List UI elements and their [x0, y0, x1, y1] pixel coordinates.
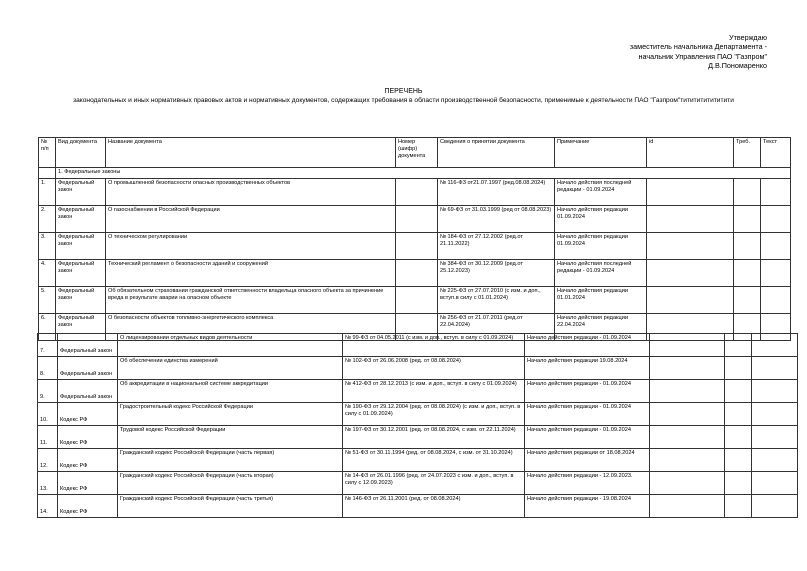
doc-text	[752, 357, 798, 380]
doc-name: Технический регламент о безопасности зданий и сооружений	[106, 260, 396, 287]
doc-type: Кодекс РФ	[58, 495, 118, 518]
doc-name: Трудовой кодекс Российской Федерации	[118, 426, 343, 449]
doc-treb	[725, 380, 752, 403]
doc-note: Начало действия редакции 22.04.2024	[555, 314, 647, 341]
table-row	[39, 260, 791, 287]
col-header-name: Название документа	[106, 138, 396, 168]
doc-note: Начало действия редакции 01.09.2024	[555, 206, 647, 233]
doc-info: № 14-ФЗ от 26.01.1996 (ред. от 24.07.2023 с изм. и доп., вступ. в силу с 12.09.2023)	[343, 472, 525, 495]
doc-id	[650, 449, 725, 472]
doc-treb	[725, 449, 752, 472]
doc-info: № 412-ФЗ от 28.12.2013 (с изм. и доп., вступ. в силу с 01.09.2024)	[343, 380, 525, 403]
document-title: ПЕРЕЧЕНЬ	[384, 88, 423, 95]
doc-name: О газоснабжении в Российской Федерации	[106, 206, 396, 233]
doc-id	[647, 260, 734, 287]
doc-id	[650, 357, 725, 380]
table-row	[38, 426, 798, 449]
doc-info: № 51-ФЗ от 30.11.1994 (ред. от 08.08.2024, с изм. от 31.10.2024)	[343, 449, 525, 472]
doc-name: О промышленной безопасности опасных производственных объектов	[106, 179, 396, 206]
doc-id	[650, 495, 725, 518]
section-title: 1. Федеральные законы	[56, 168, 791, 179]
doc-type: Федеральный закон	[56, 260, 106, 287]
doc-text	[761, 206, 791, 233]
row-number: 2.	[39, 206, 56, 233]
doc-treb	[734, 260, 761, 287]
doc-text	[752, 403, 798, 426]
doc-name: Гражданский кодекс Российской Федерации (часть третья)	[118, 495, 343, 518]
doc-treb	[725, 357, 752, 380]
approval-line: заместитель начальника Департамента -	[629, 42, 767, 52]
doc-code	[396, 233, 438, 260]
col-header-num: № п/п	[39, 138, 56, 168]
doc-name: Об обеспечении единства измерений	[118, 357, 343, 380]
doc-name: Гражданский кодекс Российской Федерации (часть первая)	[118, 449, 343, 472]
col-header-note: Примечание	[555, 138, 647, 168]
table-row	[39, 179, 791, 206]
col-header-code: Номер (шифр) документа	[396, 138, 438, 168]
doc-name: О техническом регулировании	[106, 233, 396, 260]
doc-info: № 99-ФЗ от 04.05.2011 (с изм. и доп., вступ. в силу с 01.09.2024)	[343, 334, 525, 357]
documents-table-top	[38, 137, 791, 341]
doc-treb	[734, 287, 761, 314]
doc-type: Кодекс РФ	[58, 426, 118, 449]
doc-type: Федеральный закон	[56, 287, 106, 314]
doc-id	[647, 179, 734, 206]
doc-info: № 197-ФЗ от 30.12.2001 (ред. от 08.08.2024, с изм. от 22.11.2024)	[343, 426, 525, 449]
table-row	[39, 206, 791, 233]
document-subtitle: законодательных и иных нормативных правовых актов и нормативных документов, содержащих требования в области производственной безопасности, применимые к деятельности ПАО "Газпром"тититититититити	[73, 97, 734, 104]
doc-info: № 146-ФЗ от 26.11.2001 (ред. от 08.08.2024)	[343, 495, 525, 518]
doc-name: Гражданский кодекс Российской Федерации (часть вторая)	[118, 472, 343, 495]
table-row	[38, 495, 798, 518]
doc-type: Федеральный закон	[56, 206, 106, 233]
approval-block	[630, 33, 767, 71]
table-row	[38, 334, 798, 357]
row-number: 11.	[38, 426, 58, 449]
doc-note: Начало действия последней редакции - 01.09.2024	[555, 179, 647, 206]
doc-treb	[725, 495, 752, 518]
doc-treb	[725, 426, 752, 449]
doc-type: Кодекс РФ	[58, 403, 118, 426]
doc-text	[752, 449, 798, 472]
doc-treb	[725, 403, 752, 426]
doc-info: № 184-ФЗ от 27.12.2002 (ред.от 21.11.2022)	[438, 233, 555, 260]
approval-line: Д.В.Пономаренко	[708, 61, 767, 71]
doc-treb	[734, 179, 761, 206]
doc-info: № 116-ФЗ от21.07.1997 (ред.08.08.2024)	[438, 179, 555, 206]
doc-id	[647, 287, 734, 314]
doc-note: Начало действия редакции - 01.09.2024	[525, 426, 650, 449]
row-number: 1.	[39, 179, 56, 206]
table-row	[38, 380, 798, 403]
doc-type: Федеральный закон	[58, 380, 118, 403]
doc-treb	[725, 472, 752, 495]
doc-text	[752, 380, 798, 403]
approval-line: Утверждаю	[729, 33, 767, 42]
col-header-treb: Треб.	[734, 138, 761, 168]
row-number: 7.	[38, 334, 58, 357]
col-header-text: Текст	[761, 138, 791, 168]
doc-code	[396, 260, 438, 287]
empty-cell	[39, 168, 56, 179]
doc-note: Начало действия последней редакции - 01.09.2024	[555, 260, 647, 287]
doc-note: Начало действия редакции - 19.08.2024	[525, 495, 650, 518]
doc-info: № 102-ФЗ от 26.06.2008 (ред. от 08.08.2024)	[343, 357, 525, 380]
doc-note: Начало действия редакции от 18.08.2024	[525, 449, 650, 472]
col-header-info: Сведения о принятии документа	[438, 138, 555, 168]
doc-text	[761, 287, 791, 314]
doc-id	[647, 233, 734, 260]
doc-text	[752, 334, 798, 357]
doc-text	[761, 179, 791, 206]
doc-type: Кодекс РФ	[58, 472, 118, 495]
doc-treb	[734, 206, 761, 233]
row-number: 6.	[39, 314, 56, 341]
doc-name: Об обязательном страховании гражданской ответственности владельца опасного объекта за причинение вреда в результате аварии на опасном объекте	[106, 287, 396, 314]
row-number: 12.	[38, 449, 58, 472]
approval-line: начальник Управления ПАО "Газпром"	[638, 51, 767, 61]
doc-treb	[734, 233, 761, 260]
doc-info: № 225-ФЗ от 27.07.2010 (с изм. и доп., вступ.в силу с 01.01.2024)	[438, 287, 555, 314]
documents-table-bottom	[37, 333, 798, 518]
doc-note: Начало действия редакции 01.09.2024	[555, 233, 647, 260]
doc-type: Кодекс РФ	[58, 449, 118, 472]
doc-text	[752, 426, 798, 449]
table-header-row	[39, 138, 791, 168]
doc-note: Начало действия редакции - 01.09.2024	[525, 380, 650, 403]
row-number: 4.	[39, 260, 56, 287]
doc-text	[752, 495, 798, 518]
doc-id	[650, 403, 725, 426]
doc-note: Начало действия редакции 19.08.2024	[525, 357, 650, 380]
doc-type: Федеральный закон	[56, 233, 106, 260]
doc-note: Начало действия редакции 01.01.2024	[555, 287, 647, 314]
doc-id	[650, 426, 725, 449]
doc-id	[650, 380, 725, 403]
col-header-type: Вид документа	[56, 138, 106, 168]
row-number: 3.	[39, 233, 56, 260]
doc-type: Федеральный закон	[56, 179, 106, 206]
doc-info: № 256-ФЗ от 21.07.2011 (ред.от 22.04.2024)	[438, 314, 555, 341]
doc-info: № 69-ФЗ от 31.03.1999 (ред от 08.08.2023)	[438, 206, 555, 233]
doc-code	[396, 287, 438, 314]
row-number: 13.	[38, 472, 58, 495]
doc-type: Федеральный закон	[56, 314, 106, 341]
doc-text	[761, 233, 791, 260]
doc-treb	[725, 334, 752, 357]
table-row	[38, 403, 798, 426]
section-row	[39, 168, 791, 179]
table-row	[38, 357, 798, 380]
doc-id	[650, 472, 725, 495]
doc-id	[647, 206, 734, 233]
doc-name: Градостроительный кодекс Российской Федерации	[118, 403, 343, 426]
doc-code	[396, 206, 438, 233]
row-number: 9.	[38, 380, 58, 403]
table-row	[38, 449, 798, 472]
doc-type: Федеральный закон	[58, 357, 118, 380]
row-number: 8.	[38, 357, 58, 380]
doc-note: Начало действия редакции - 01.09.2024	[525, 334, 650, 357]
table-row	[39, 233, 791, 260]
doc-name: О безопасности объектов топливно-энергетического комплекса	[106, 314, 396, 341]
row-number: 10.	[38, 403, 58, 426]
doc-name: Об аккредитации в национальной системе аккредитации	[118, 380, 343, 403]
doc-code	[396, 179, 438, 206]
doc-note: Начало действия редакции - 12.09.2023.	[525, 472, 650, 495]
doc-name: О лицензировании отдельных видов деятельности	[118, 334, 343, 357]
row-number: 5.	[39, 287, 56, 314]
table-row	[38, 472, 798, 495]
doc-id	[650, 334, 725, 357]
doc-text	[761, 260, 791, 287]
doc-info: № 190-ФЗ от 29.12.2004 (ред. от 08.08.2024) (с изм. и доп., вступ. в силу с 01.09.2024)	[343, 403, 525, 426]
doc-text	[752, 472, 798, 495]
doc-info: № 384-ФЗ от 30.12.2009 (ред.от 25.12.2023)	[438, 260, 555, 287]
doc-type: Федеральный закон	[58, 334, 118, 357]
table-row	[39, 287, 791, 314]
col-header-id: id	[647, 138, 734, 168]
doc-note: Начало действия редакции - 01.09.2024	[525, 403, 650, 426]
row-number: 14.	[38, 495, 58, 518]
